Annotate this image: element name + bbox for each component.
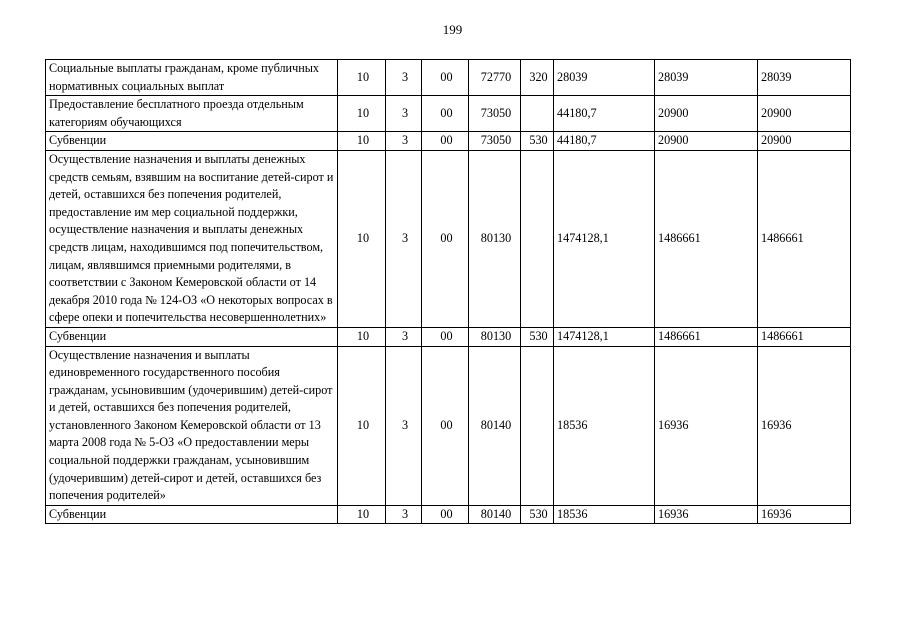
subsection-code: 3	[386, 346, 422, 505]
section-code: 10	[338, 327, 386, 346]
item-code: 80140	[469, 346, 521, 505]
section-code: 10	[338, 132, 386, 151]
row-name: Социальные выплаты гражданам, кроме публичных нормативных социальных выплат	[46, 60, 338, 96]
subsection-code: 3	[386, 505, 422, 524]
table-row	[46, 150, 851, 327]
value-year-3: 20900	[758, 96, 851, 132]
value-year-1: 28039	[554, 60, 655, 96]
expense-type-code: 530	[521, 132, 554, 151]
subsection-code: 3	[386, 132, 422, 151]
item-code: 80130	[469, 327, 521, 346]
item-code: 72770	[469, 60, 521, 96]
program-code: 00	[422, 150, 469, 327]
expense-type-code	[521, 346, 554, 505]
program-code: 00	[422, 132, 469, 151]
subsection-code: 3	[386, 60, 422, 96]
row-name: Субвенции	[46, 327, 338, 346]
item-code: 73050	[469, 96, 521, 132]
page-number: 199	[442, 22, 463, 37]
value-year-3: 28039	[758, 60, 851, 96]
program-code: 00	[422, 60, 469, 96]
program-code: 00	[422, 346, 469, 505]
value-year-2: 1486661	[655, 150, 758, 327]
subsection-code: 3	[386, 96, 422, 132]
value-year-1: 1474128,1	[554, 327, 655, 346]
expense-type-code	[521, 96, 554, 132]
expense-type-code: 320	[521, 60, 554, 96]
section-code: 10	[338, 60, 386, 96]
section-code: 10	[338, 346, 386, 505]
row-name: Осуществление назначения и выплаты единовременного государственного пособия гражданам, усыновившим (удочерившим) детей-сирот и детей, оставшихся без попечения родителей, установленного Законом Кемеровской области от 13 марта 2008 года № 5-ОЗ «О предоставлении меры социальной поддержки гражданам, усыновившим (удочерившим) детей-сирот и детей, оставшихся без попечения родителей»	[46, 346, 338, 505]
table-row	[46, 327, 851, 346]
row-name: Субвенции	[46, 132, 338, 151]
section-code: 10	[338, 150, 386, 327]
value-year-2: 20900	[655, 132, 758, 151]
expense-type-code	[521, 150, 554, 327]
table-row	[46, 60, 851, 96]
value-year-2: 28039	[655, 60, 758, 96]
value-year-2: 1486661	[655, 327, 758, 346]
value-year-1: 44180,7	[554, 132, 655, 151]
value-year-2: 16936	[655, 346, 758, 505]
value-year-3: 1486661	[758, 327, 851, 346]
row-name: Предоставление бесплатного проезда отдельным категориям обучающихся	[46, 96, 338, 132]
table-row	[46, 96, 851, 132]
value-year-2: 20900	[655, 96, 758, 132]
section-code: 10	[338, 96, 386, 132]
program-code: 00	[422, 327, 469, 346]
table-row	[46, 505, 851, 524]
expense-type-code: 530	[521, 505, 554, 524]
value-year-3: 16936	[758, 346, 851, 505]
row-name: Субвенции	[46, 505, 338, 524]
value-year-2: 16936	[655, 505, 758, 524]
item-code: 73050	[469, 132, 521, 151]
table-row	[46, 346, 851, 505]
table-row	[46, 132, 851, 151]
value-year-3: 20900	[758, 132, 851, 151]
value-year-1: 1474128,1	[554, 150, 655, 327]
program-code: 00	[422, 96, 469, 132]
item-code: 80130	[469, 150, 521, 327]
item-code: 80140	[469, 505, 521, 524]
subsection-code: 3	[386, 150, 422, 327]
program-code: 00	[422, 505, 469, 524]
budget-table	[45, 59, 851, 524]
subsection-code: 3	[386, 327, 422, 346]
value-year-1: 18536	[554, 505, 655, 524]
value-year-3: 16936	[758, 505, 851, 524]
expense-type-code: 530	[521, 327, 554, 346]
value-year-3: 1486661	[758, 150, 851, 327]
row-name: Осуществление назначения и выплаты денежных средств семьям, взявшим на воспитание детей-сирот и детей, оставшихся без попечения родителей, предоставление им мер социальной поддержки, осуществление назначения и выплаты денежных средств лицам, находившимся под попечительством, лицам, являвшимся приемными родителями, в соответствии с Законом Кемеровской области от 14 декабря 2010 года № 124-ОЗ «О некоторых вопросах в сфере опеки и попечительства несовершеннолетних»	[46, 150, 338, 327]
value-year-1: 44180,7	[554, 96, 655, 132]
section-code: 10	[338, 505, 386, 524]
value-year-1: 18536	[554, 346, 655, 505]
